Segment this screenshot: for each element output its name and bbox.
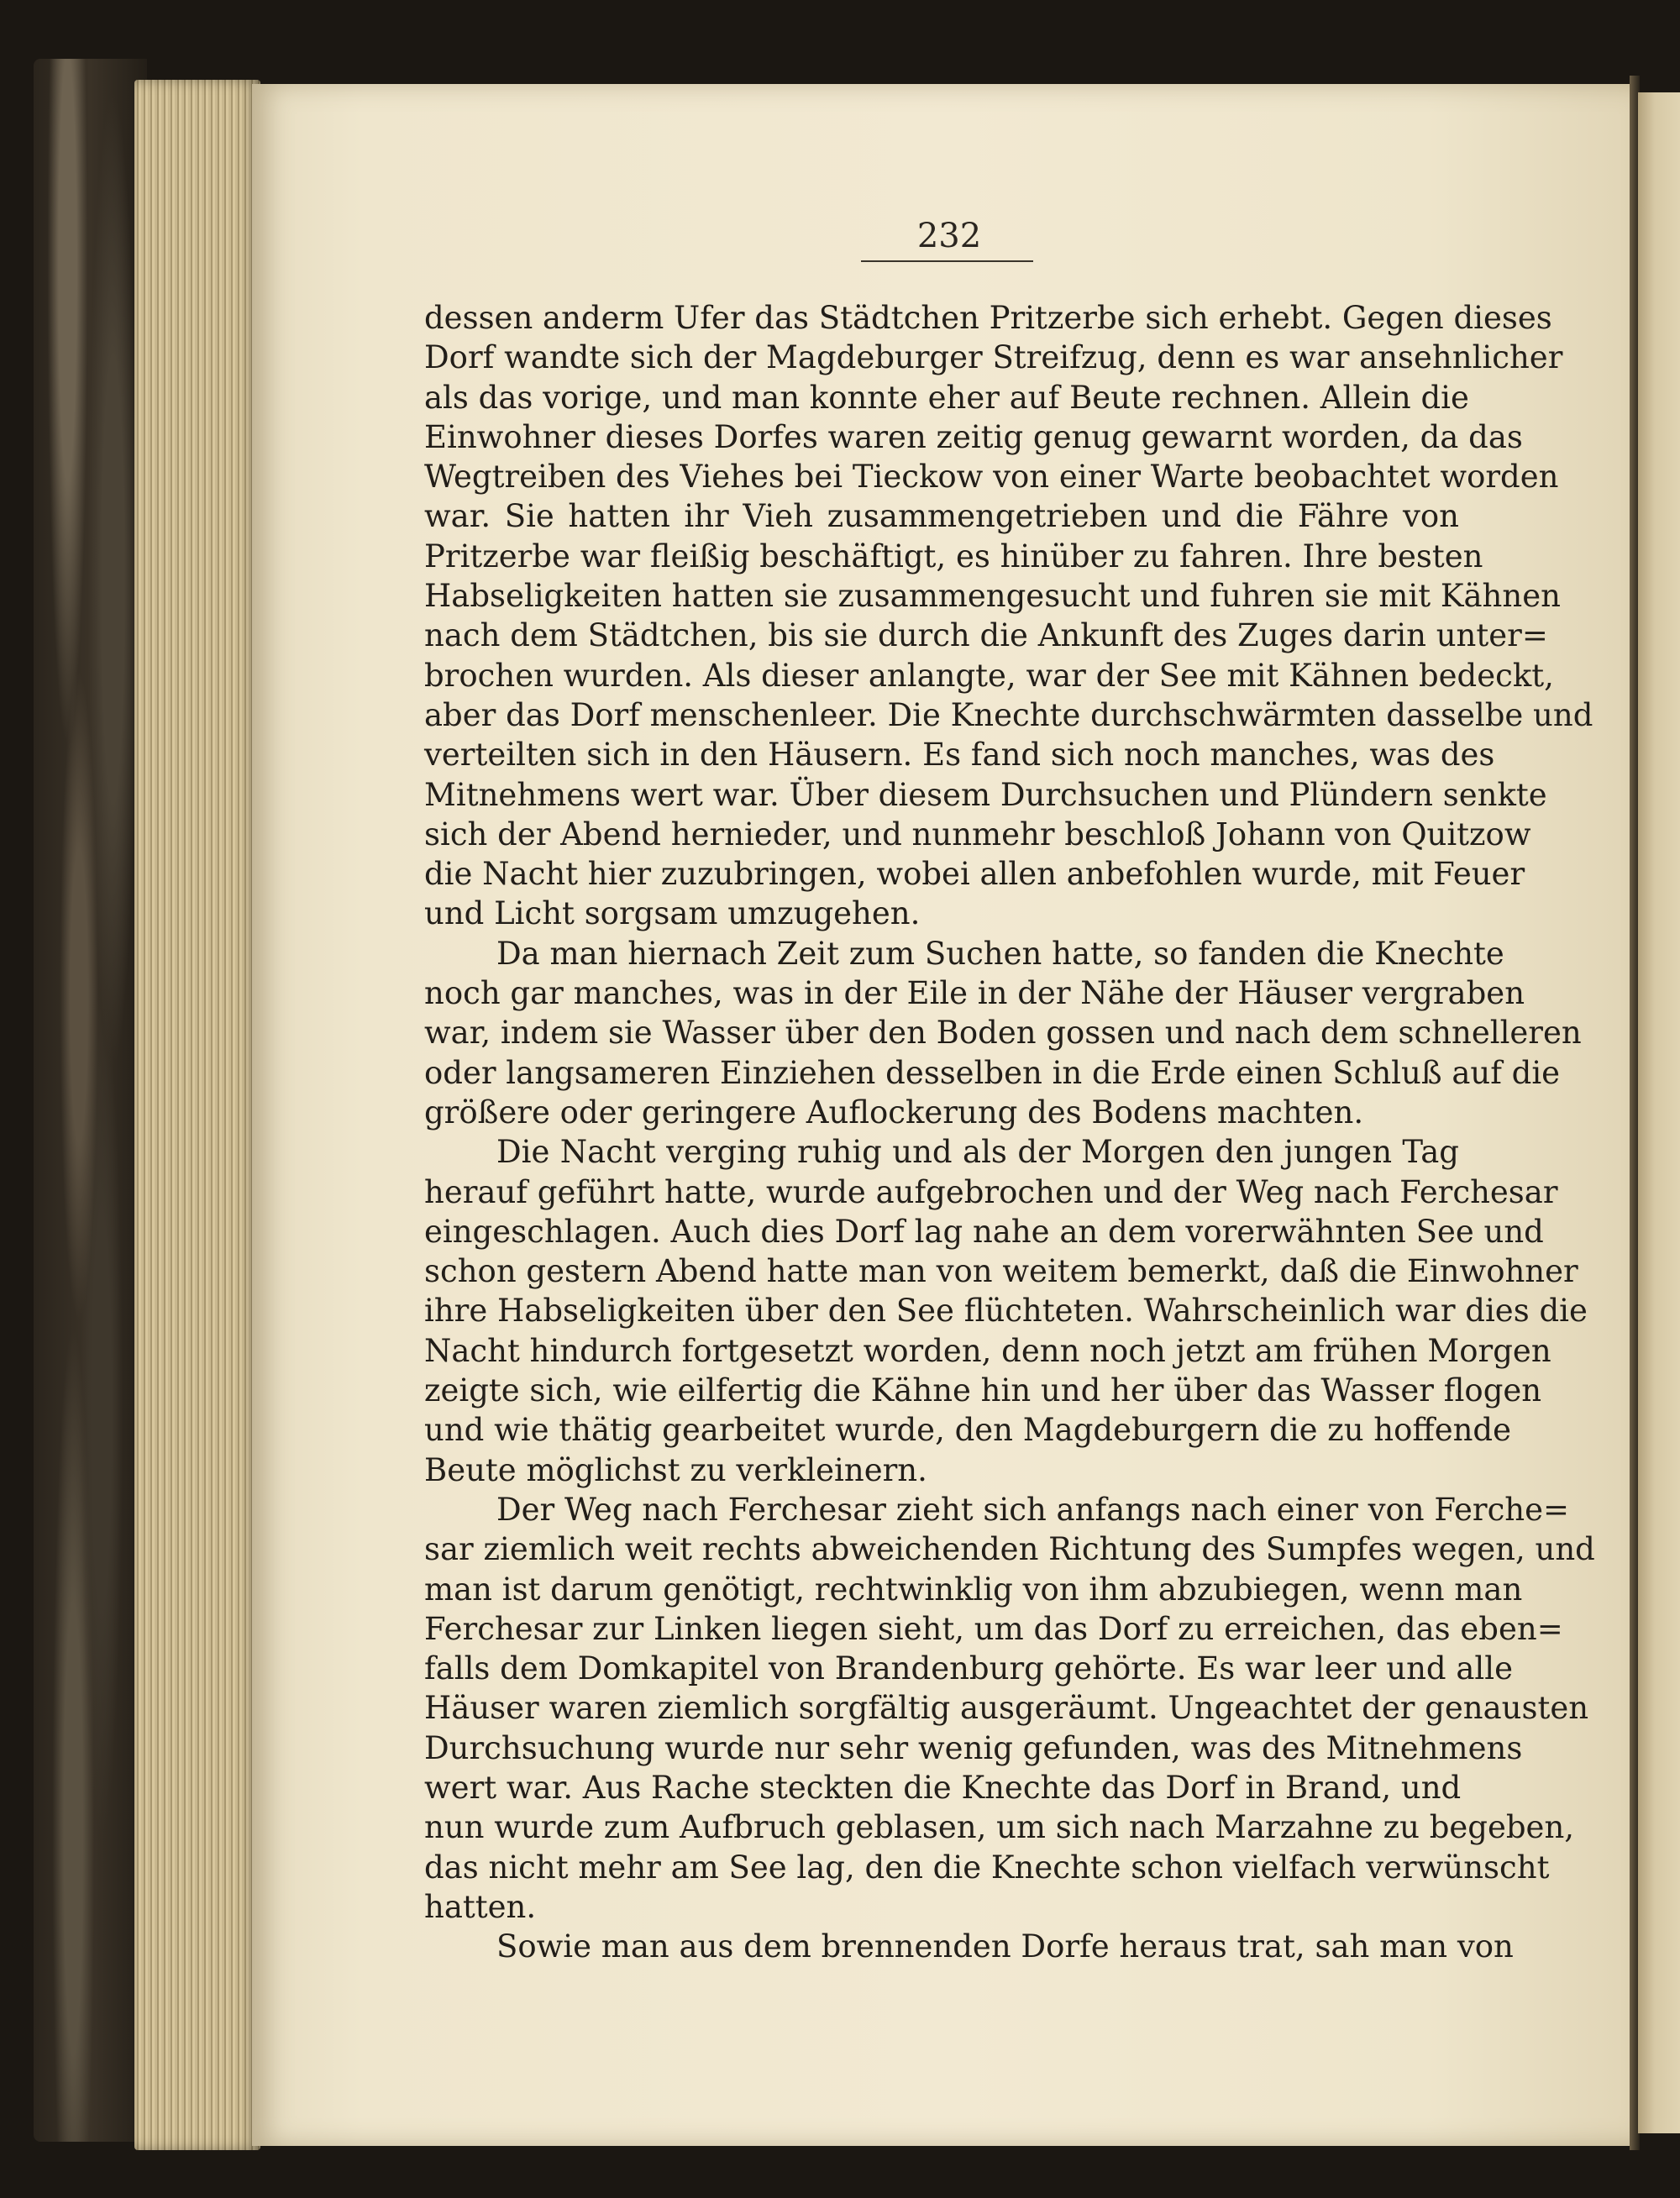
text-line: war, indem sie Wasser über den Boden gossen und nach dem schnelleren	[424, 1015, 1582, 1052]
text-line: noch gar manches, was in der Eile in der Nähe der Häuser vergraben	[424, 975, 1525, 1012]
page-number: 232	[916, 217, 982, 255]
text-line: hatten.	[424, 1888, 537, 1925]
text-line: Nacht hindurch fortgesetzt worden, denn noch jetzt am frühen Morgen	[424, 1332, 1551, 1369]
body-text	[424, 298, 1595, 1966]
text-line: Dorf wandte sich der Magdeburger Streifzug, denn es war ansehnlicher	[424, 339, 1563, 376]
text-line: Pritzerbe war fleißig beschäftigt, es hinüber zu fahren. Ihre besten	[424, 538, 1483, 574]
text-line: ihre Habseligkeiten über den See flüchteten. Wahrscheinlich war dies die	[424, 1293, 1588, 1330]
facing-page-edge	[1638, 92, 1680, 2133]
text-line: brochen wurden. Als dieser anlangte, war der See mit Kähnen bedeckt,	[424, 657, 1554, 694]
text-line: verteilten sich in den Häusern. Es fand sich noch manches, was des	[424, 737, 1495, 774]
header-rule	[861, 260, 1033, 262]
book-cover	[34, 59, 147, 2142]
text-line: Häuser waren ziemlich sorgfältig ausgeräumt. Ungeachtet der genausten	[424, 1690, 1589, 1727]
text-line: schon gestern Abend hatte man von weitem bemerkt, daß die Einwohner	[424, 1253, 1578, 1290]
text-line: die Nacht hier zuzubringen, wobei allen anbefohlen wurde, mit Feuer	[424, 856, 1525, 893]
text-line: wert war. Aus Rache steckten die Knechte das Dorf in Brand, und	[424, 1769, 1462, 1806]
text-line: nun wurde zum Aufbruch geblasen, um sich nach Marzahne zu begeben,	[424, 1809, 1575, 1846]
text-line: und Licht sorgsam umzugehen.	[424, 895, 921, 932]
text-line: das nicht mehr am See lag, den die Knechte schon vielfach verwünscht	[424, 1849, 1550, 1886]
text-line: Ferchesar zur Linken liegen sieht, um das Dorf zu erreichen, das eben=	[424, 1610, 1563, 1647]
text-line: Die Nacht verging ruhig und als der Morgen den jungen Tag	[496, 1134, 1459, 1171]
text-line: Mitnehmens wert war. Über diesem Durchsuchen und Plündern senkte	[424, 776, 1547, 813]
text-line: aber das Dorf menschenleer. Die Knechte durchschwärmten dasselbe und	[424, 696, 1593, 733]
text-line: Habseligkeiten hatten sie zusammengesucht und fuhren sie mit Kähnen	[424, 578, 1561, 615]
text-line: Wegtreiben des Viehes bei Tieckow von einer Warte beobachtet worden	[424, 459, 1559, 496]
text-line: Beute möglichst zu verkleinern.	[424, 1451, 927, 1488]
text-line: Der Weg nach Ferchesar zieht sich anfangs nach einer von Ferche=	[496, 1491, 1570, 1528]
text-line: größere oder geringere Auflockerung des Bodens machten.	[424, 1094, 1364, 1130]
text-line: und wie thätig gearbeitet wurde, den Magdeburgern die zu hoffende	[424, 1412, 1512, 1449]
text-line: sich der Abend hernieder, und nunmehr beschloß Johann von Quitzow	[424, 816, 1531, 852]
text-line: war. Sie hatten ihr Vieh zusammengetrieben und die Fähre von	[424, 498, 1459, 535]
text-line: sar ziemlich weit rechts abweichenden Richtung des Sumpfes wegen, und	[424, 1531, 1595, 1568]
text-line: Sowie man aus dem brennenden Dorfe heraus trat, sah man von	[496, 1928, 1514, 1965]
text-line: man ist darum genötigt, rechtwinklig von ihm abzubiegen, wenn man	[424, 1571, 1523, 1608]
text-line: Durchsuchung wurde nur sehr wenig gefunden, was des Mitnehmens	[424, 1729, 1523, 1766]
text-line: eingeschlagen. Auch dies Dorf lag nahe an dem vorerwähnten See und	[424, 1213, 1544, 1250]
text-line: Einwohner dieses Dorfes waren zeitig genug gewarnt worden, da das	[424, 418, 1523, 455]
text-line: falls dem Domkapitel von Brandenburg gehörte. Es war leer und alle	[424, 1650, 1513, 1687]
text-line: als das vorige, und man konnte eher auf Beute rechnen. Allein die	[424, 379, 1469, 416]
text-line: nach dem Städtchen, bis sie durch die Ankunft des Zuges darin unter=	[424, 617, 1548, 654]
page-edges	[134, 80, 260, 2150]
text-line: Da man hiernach Zeit zum Suchen hatte, so fanden die Knechte	[496, 935, 1504, 972]
text-line: oder langsameren Einziehen desselben in die Erde einen Schluß auf die	[424, 1054, 1561, 1091]
text-line: zeigte sich, wie eilfertig die Kähne hin und her über das Wasser flogen	[424, 1372, 1542, 1409]
text-line: herauf geführt hatte, wurde aufgebrochen und der Weg nach Ferchesar	[424, 1173, 1558, 1210]
text-line: dessen anderm Ufer das Städtchen Pritzerbe sich erhebt. Gegen dieses	[424, 300, 1552, 336]
